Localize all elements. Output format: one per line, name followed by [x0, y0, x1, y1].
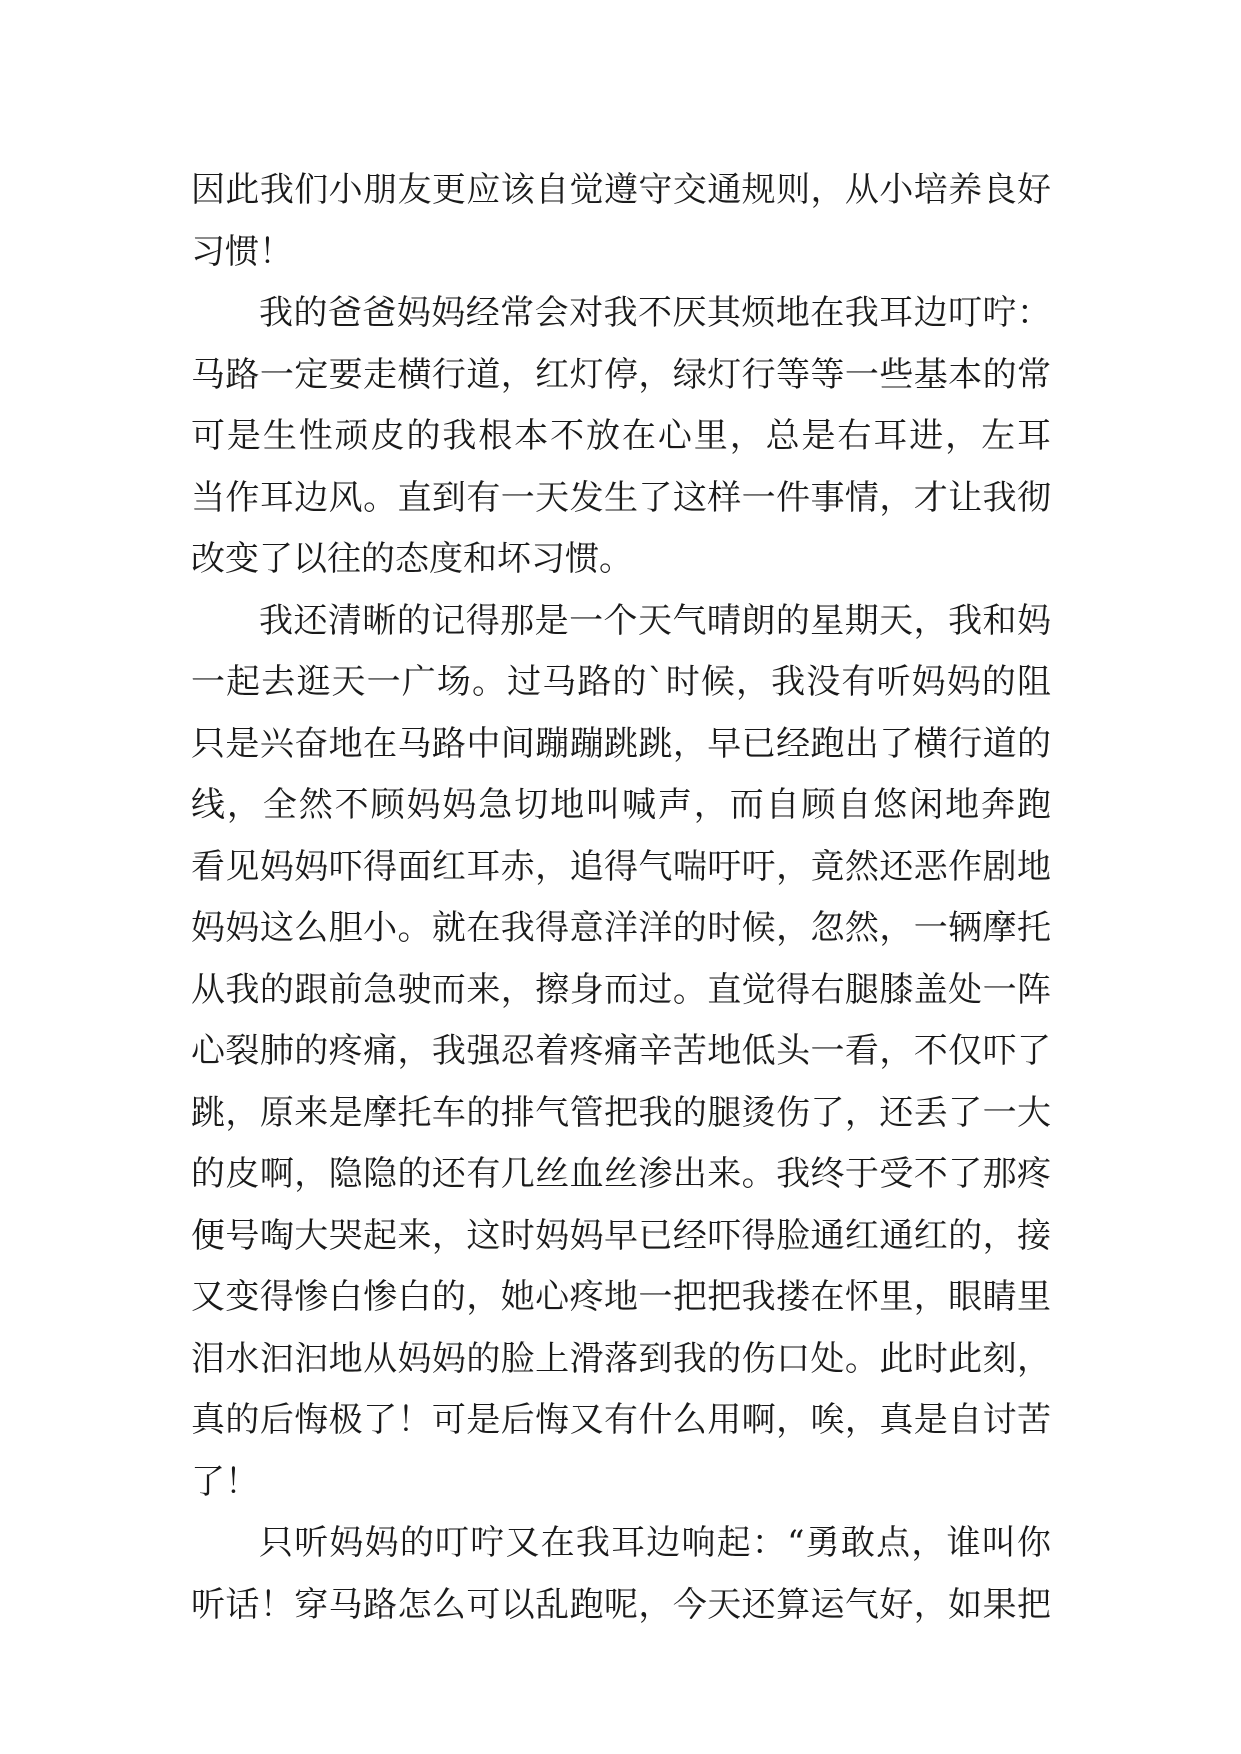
text-line: 看见妈妈吓得面红耳赤，追得气喘吁吁，竟然还恶作剧地	[191, 846, 1051, 887]
text-line: 一起去逛天一广场。过马路的`时候，我没有听妈妈的阻	[191, 662, 1051, 702]
text-line: 线，全然不顾妈妈急切地叫喊声，而自顾自悠闲地奔跑	[191, 785, 1051, 825]
paragraph-first-line: 我的爸爸妈妈经常会对我不厌其烦地在我耳边叮咛：	[259, 293, 1051, 333]
text-line: 只是兴奋地在马路中间蹦蹦跳跳，早已经跑出了横行道的	[191, 723, 1051, 764]
text-line: 真的后悔极了！可是后悔又有什么用啊，唉，真是自讨苦	[191, 1400, 1051, 1440]
text-line: 从我的跟前急驶而来，擦身而过。直觉得右腿膝盖处一阵	[191, 969, 1051, 1010]
text-line: 可是生性顽皮的我根本不放在心里，总是右耳进，左耳	[191, 416, 1051, 456]
text-line: 马路一定要走横行道，红灯停，绿灯行等等一些基本的常	[191, 354, 1051, 395]
text-line: 了！	[191, 1461, 259, 1502]
text-line: 泪水汩汩地从妈妈的脸上滑落到我的伤口处。此时此刻，	[191, 1338, 1051, 1379]
text-line: 便号啕大哭起来，这时妈妈早已经吓得脸通红通红的，接	[191, 1215, 1051, 1256]
body-text	[191, 160, 1051, 1636]
text-line: 改变了以往的态度和坏习惯。	[191, 539, 633, 579]
text-line: 习惯！	[191, 231, 293, 272]
paragraph-first-line: 只听妈妈的叮咛又在我耳边响起：“勇敢点，谁叫你	[259, 1523, 1051, 1563]
text-line: 心裂肺的疼痛，我强忍着疼痛辛苦地低头一看，不仅吓了	[191, 1031, 1051, 1071]
text-line: 妈妈这么胆小。就在我得意洋洋的时候，忽然，一辆摩托	[191, 908, 1051, 948]
text-line: 又变得惨白惨白的，她心疼地一把把我搂在怀里，眼睛里	[191, 1277, 1051, 1317]
text-line: 因此我们小朋友更应该自觉遵守交通规则，从小培养良好	[191, 170, 1051, 210]
text-line: 跳，原来是摩托车的排气管把我的腿烫伤了，还丢了一大	[191, 1092, 1051, 1133]
text-line: 听话！穿马路怎么可以乱跑呢，今天还算运气好，如果把	[191, 1584, 1051, 1625]
paragraph-first-line: 我还清晰的记得那是一个天气晴朗的星期天，我和妈	[259, 600, 1051, 641]
text-line: 当作耳边风。直到有一天发生了这样一件事情，才让我彻	[191, 477, 1051, 518]
text-line: 的皮啊，隐隐的还有几丝血丝渗出来。我终于受不了那疼	[191, 1154, 1051, 1194]
